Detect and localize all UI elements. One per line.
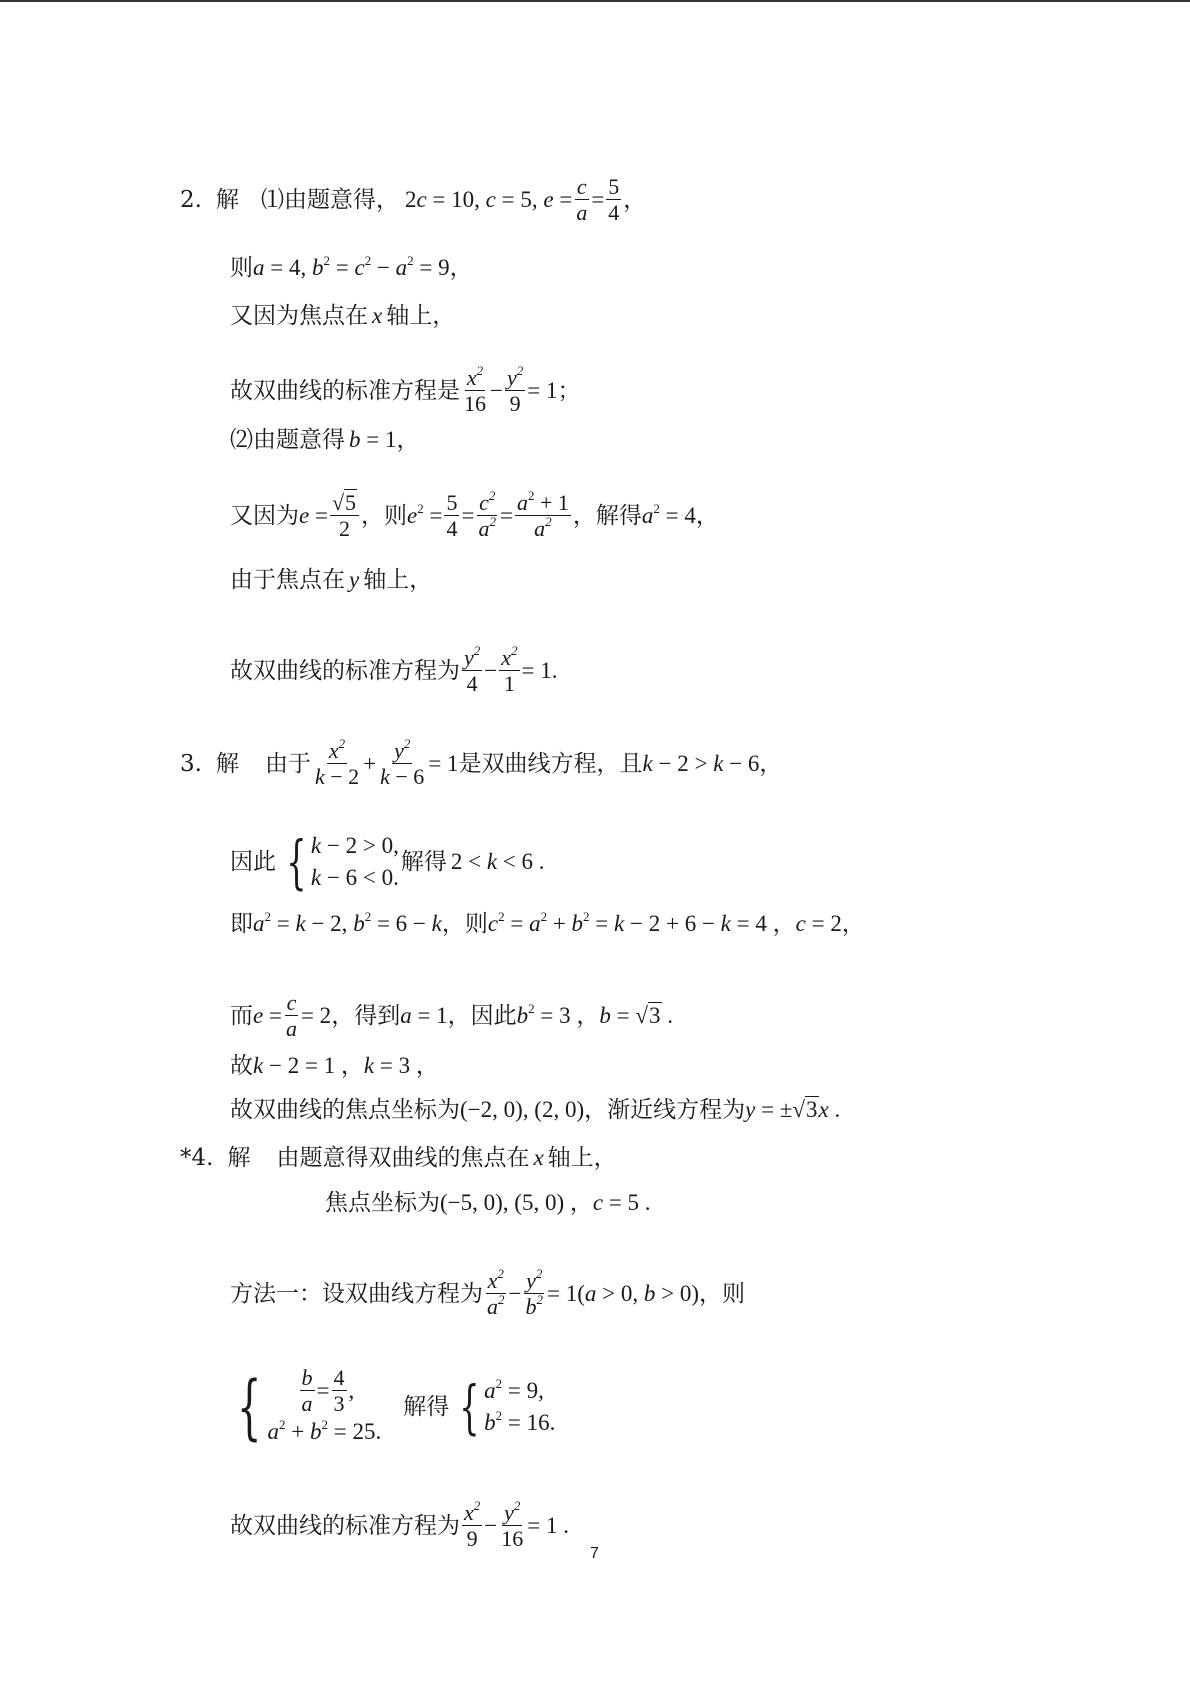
frac-5-over-4: $\frac{5}{4}$ [608,174,620,225]
p2-jie: 解 [215,186,239,213]
p2-label: 2. [180,186,202,213]
top-rule [0,0,1190,2]
p4-line-final: 故双曲线的标准方程为 $\frac{x^2}{9}$ − $\frac{y^2}{16}$ = 1 . [230,1498,569,1551]
frac-c-over-a: $\frac{c}{a}$ [576,174,588,225]
p3-line-system: 因此 { k − 2 > 0, k − 6 < 0. 解得 2 < k < 6 . [230,828,545,896]
p3-line-er: 而 e = $\frac{c}{a}$ = 2 ，得到 a = 1 ，因此 $b^2 = 3$ ，b = √3 . [230,990,674,1041]
p4-line-intro: *4. 解 由题意得双曲线的焦点在 x 轴上， [180,1145,617,1171]
p3-line-gu: 故 k − 2 = 1 ，k = 3 ， [230,1053,439,1079]
p2-line-7: 故双曲线的标准方程为 $\frac{y^2}{4}$ − $\frac{x^2}{1}$ = 1. [230,643,558,696]
p3-line-foci: 故双曲线的焦点坐标为 (−2, 0), (2, 0) ，渐近线方程为 y = ±√3x . [230,1097,841,1123]
page-number: 7 [590,1545,599,1562]
p2-line-intro: 2. 解 ⑴由题意得， 2c = 10, c = 5, e = $\frac{c}{a}$ = $\frac{5}{4}$ ， [180,174,647,225]
p4-line-system: { $\frac{b}{a}$ = $\frac{4}{3}$ , $a^2 + b^2 = 25$. 解得 { $a^2 = 9$, $b^2 = 16$. [237,1365,556,1448]
p2-eq-ab: a = 4, $b^2 = c^2 - a^2 = 9$ [253,253,450,280]
p2-line-4: ⑵由题意得 b = 1， [230,427,420,453]
p3-line-intro: 3. 解 由于 $\frac{x^2}{k - 2}$ + $\frac{y^2}{k - 6}$ = 1 是双曲线方程，且 k − 2 > k − 6， [180,736,783,789]
p4-line-method1: 方法一：设双曲线方程为 $\frac{x^2}{a^2}$ − $\frac{y^2}{b^2}$ = 1(a > 0, b > 0) ，则 [230,1266,745,1319]
p2-line-2: 又因为焦点在 x 轴上， [230,303,456,329]
p2-intro: ⑴由题意得， [260,186,399,213]
p2-line-3: 故双曲线的标准方程是 $\frac{x^2}{16}$ − $\frac{y^2}{9}$ = 1； [230,363,581,416]
p2-line-5: 又因为 e = $\frac{√5}{2}$ ，则 $e^2$ = $\frac{5}{4}$ = $\frac{c^2}{a^2}$ = $\frac{a^2 + 1}{a^2}$ ，解得 $a^2 = 4$， [230,488,719,541]
p3-line-ji: 即 $a^2 = k - 2$, $b^2 = 6 - k$ ，则 $c^2 = a^2 + b^2 = k - 2 + 6 - k = 4$ ，c = 2， [230,909,865,937]
p4-line-focus: 焦点坐标为 (−5, 0), (5, 0) ，c = 5 . [325,1190,651,1216]
p2-line-1: 则 a = 4, $b^2 = c^2 - a^2 = 9$ ， [230,253,473,281]
p2-line-6: 由于焦点在 y 轴上， [230,567,433,593]
